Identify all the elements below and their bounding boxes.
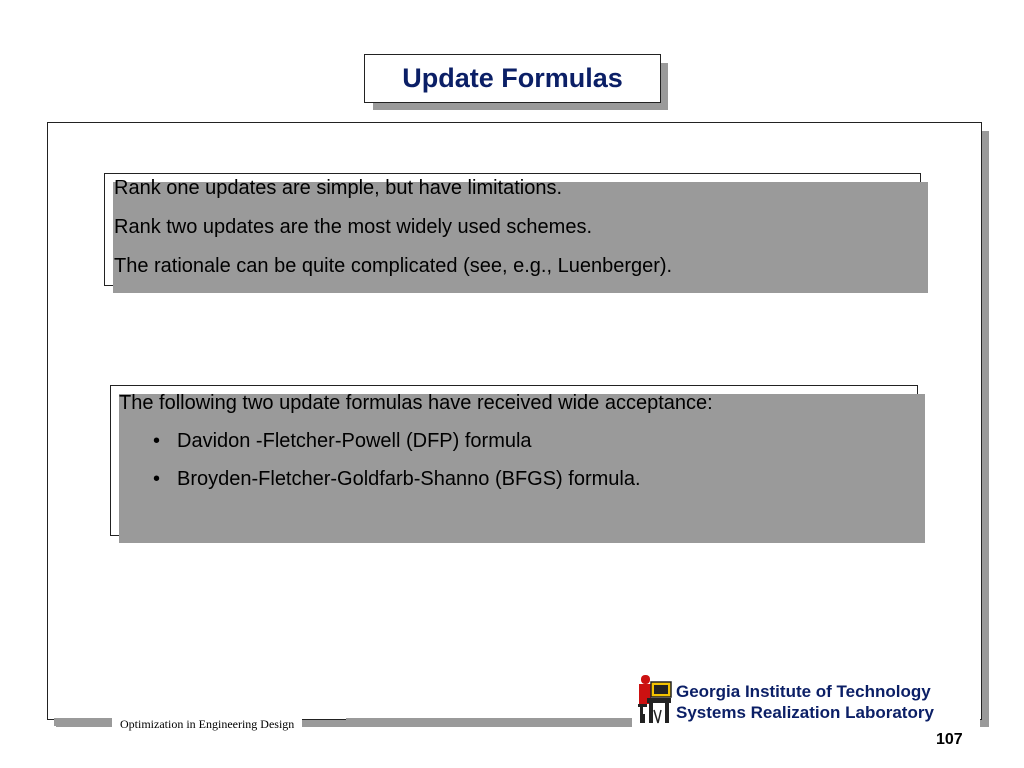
lab-name: Systems Realization Laboratory	[676, 703, 934, 722]
rationale-line: The rationale can be quite complicated (see, e.g., Luenberger).	[114, 255, 673, 277]
bullet-item-bfgs	[111, 460, 917, 498]
bullet-icon: •	[153, 468, 161, 490]
rank-one-line: Rank one updates are simple, but have limitations.	[114, 177, 563, 199]
institution-name: Georgia Institute of Technology	[676, 682, 931, 701]
rank-two-line: Rank two updates are the most widely used schemes.	[114, 216, 593, 238]
footer-shadow-bar-right	[346, 718, 636, 726]
bfgs-formula-text: Broyden-Fletcher-Goldfarb-Shanno (BFGS) formula.	[177, 468, 641, 490]
institution-logo-block	[632, 672, 980, 728]
course-name: Optimization in Engineering Design	[112, 714, 302, 734]
formulas-intro: The following two update formulas have received wide acceptance:	[119, 392, 713, 414]
update-formulas-box	[110, 385, 918, 536]
title-box	[364, 54, 661, 103]
dfp-formula-text: Davidon -Fletcher-Powell (DFP) formula	[177, 430, 532, 452]
person-at-computer-icon	[634, 674, 674, 726]
bullet-icon: •	[153, 430, 161, 452]
slide-title: Update Formulas	[402, 63, 623, 93]
footer-shadow-bar-left	[54, 718, 112, 726]
rank-updates-box	[104, 173, 921, 286]
page-number: 107	[936, 731, 963, 748]
bullet-item-dfp	[111, 422, 917, 460]
